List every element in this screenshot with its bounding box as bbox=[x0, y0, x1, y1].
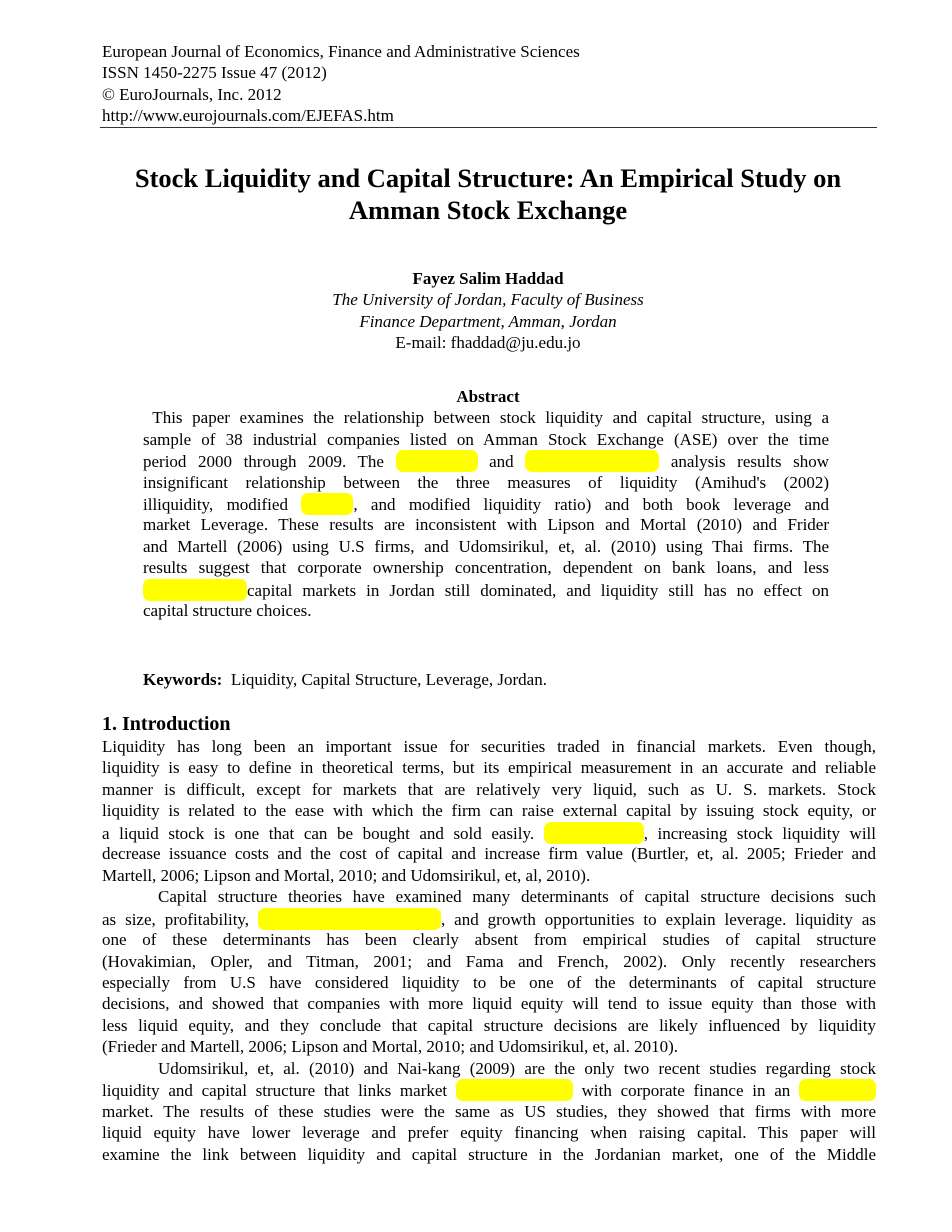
text-line bbox=[102, 822, 876, 845]
text-line bbox=[143, 579, 829, 602]
text-line bbox=[102, 800, 876, 822]
text-segment: liquidity is related to the ease with which the firm can raise external capital by issuing stock equity, or bbox=[102, 801, 876, 820]
text-segment: and bbox=[477, 452, 526, 471]
text-segment: period 2000 through 2009. The bbox=[143, 452, 396, 471]
text-segment: market Leverage. These results are inconsistent with Lipson and Mortal (2010) and Frider bbox=[143, 515, 829, 534]
text-segment: This paper examines the relationship between stock liquidity and capital structure, using a bbox=[143, 408, 829, 427]
journal-name: European Journal of Economics, Finance and Administrative Sciences bbox=[102, 42, 580, 61]
text-segment: capital structure choices. bbox=[143, 601, 312, 620]
text-line bbox=[102, 929, 876, 951]
text-line bbox=[102, 908, 876, 931]
keywords bbox=[143, 669, 547, 691]
text-segment: liquidity and capital structure that links market bbox=[102, 1081, 456, 1100]
text-segment: and Martell (2006) using U.S firms, and Udomsirikul, et, al. (2010) using Thai firms. The bbox=[143, 537, 829, 556]
highlight-redaction bbox=[456, 1079, 573, 1101]
copyright: © EuroJournals, Inc. 2012 bbox=[102, 85, 282, 104]
text-segment: insignificant relationship between the three measures of liquidity (Amihud's (2002) bbox=[143, 473, 829, 492]
text-segment: (Hovakimian, Opler, and Titman, 2001; and Fama and French, 2002). Only recently researchers bbox=[102, 952, 876, 971]
text-line bbox=[143, 472, 829, 494]
text-segment: examine the link between liquidity and capital structure in the Jordanian market, one of the Middle bbox=[102, 1145, 876, 1164]
affiliation-2: Finance Department, Amman, Jordan bbox=[359, 312, 617, 331]
text-line bbox=[143, 600, 829, 622]
text-segment: , and modified liquidity ratio) and both book leverage and bbox=[353, 495, 830, 514]
text-segment: Martell, 2006; Lipson and Mortal, 2010; and Udomsirikul, et, al, 2010). bbox=[102, 866, 591, 885]
text-segment: liquid equity have lower leverage and prefer equity financing when raising capital. This paper will bbox=[102, 1123, 876, 1142]
highlight-redaction bbox=[544, 822, 644, 844]
text-line bbox=[102, 779, 876, 801]
text-line bbox=[102, 972, 876, 994]
text-line bbox=[143, 557, 829, 579]
issn: ISSN 1450-2275 Issue 47 (2012) bbox=[102, 63, 327, 82]
text-segment: Udomsirikul, et, al. (2010) and Nai-kang (2009) are the only two recent studies regarding stock bbox=[158, 1059, 876, 1078]
text-segment: one of these determinants has been clearly absent from empirical studies of capital structure bbox=[102, 930, 876, 949]
author-name: Fayez Salim Haddad bbox=[412, 269, 564, 288]
text-line bbox=[102, 865, 876, 887]
text-segment: Liquidity has long been an important issue for securities traded in financial markets. Even though, bbox=[102, 737, 876, 756]
text-line bbox=[143, 514, 829, 536]
text-line bbox=[143, 450, 829, 473]
text-segment: results suggest that corporate ownership concentration, dependent on bank loans, and less bbox=[143, 558, 829, 577]
text-segment: a liquid stock is one that can be bought and sold easily. bbox=[102, 824, 544, 843]
text-segment: liquidity is easy to define in theoretical terms, but its empirical measurement in an accurate and reliable bbox=[102, 758, 876, 777]
text-line bbox=[102, 1079, 876, 1102]
author-email: E-mail: fhaddad@ju.edu.jo bbox=[395, 333, 581, 352]
text-line bbox=[102, 1144, 876, 1166]
header-rule bbox=[100, 127, 877, 128]
text-segment: analysis results show bbox=[659, 452, 830, 471]
text-segment: less liquid equity, and they conclude that capital structure decisions are likely influenced by liquidity bbox=[102, 1016, 876, 1035]
text-line bbox=[102, 951, 876, 973]
paper-title-line-1: Stock Liquidity and Capital Structure: An Empirical Study on bbox=[134, 163, 842, 193]
text-line bbox=[102, 843, 876, 865]
text-segment: decrease issuance costs and the cost of capital and increase firm value (Burtler, et, al. 2005; Frieder and bbox=[102, 844, 876, 863]
introduction-heading: 1. Introduction bbox=[102, 713, 231, 735]
text-line bbox=[102, 1058, 876, 1080]
text-segment: with corporate finance in an bbox=[572, 1081, 799, 1100]
text-segment: , and growth opportunities to explain leverage. liquidity as bbox=[441, 910, 876, 929]
text-segment: decisions, and showed that companies with more liquid equity will tend to issue equity than those with bbox=[102, 994, 876, 1013]
text-segment: capital markets in Jordan still dominated, and liquidity still has no effect on bbox=[247, 581, 829, 600]
text-segment: , increasing stock liquidity will bbox=[643, 824, 876, 843]
text-line bbox=[102, 1036, 876, 1058]
highlight-redaction bbox=[143, 579, 247, 601]
highlight-redaction bbox=[525, 450, 659, 472]
abstract-heading: Abstract bbox=[456, 387, 520, 406]
text-line bbox=[102, 886, 876, 908]
text-segment: Capital structure theories have examined many determinants of capital structure decisions such bbox=[158, 887, 876, 906]
text-segment: market. The results of these studies were the same as US studies, they showed that firms with more bbox=[102, 1102, 876, 1121]
text-line bbox=[143, 407, 829, 429]
text-segment: (Frieder and Martell, 2006; Lipson and Mortal, 2010; and Udomsirikul, et, al. 2010). bbox=[102, 1037, 679, 1056]
text-segment: sample of 38 industrial companies listed on Amman Stock Exchange (ASE) over the time bbox=[143, 430, 829, 449]
highlight-redaction bbox=[301, 493, 353, 515]
text-line bbox=[102, 1122, 876, 1144]
paper-title-line-2: Amman Stock Exchange bbox=[348, 195, 628, 225]
keywords-value: Liquidity, Capital Structure, Leverage, Jordan. bbox=[230, 670, 547, 689]
highlight-redaction bbox=[396, 450, 478, 472]
text-line bbox=[102, 1101, 876, 1123]
text-line bbox=[102, 993, 876, 1015]
text-line bbox=[143, 493, 829, 516]
journal-url[interactable]: http://www.eurojournals.com/EJEFAS.htm bbox=[102, 106, 394, 125]
text-segment: as size, profitability, bbox=[102, 910, 258, 929]
text-line bbox=[143, 536, 829, 558]
text-line bbox=[102, 757, 876, 779]
keywords-label: Keywords: bbox=[143, 670, 223, 689]
text-segment: manner is difficult, except for markets that are relatively very liquid, such as U. S. markets. Stock bbox=[102, 780, 876, 799]
text-segment: especially from U.S have considered liquidity to be one of the determinants of capital structure bbox=[102, 973, 876, 992]
text-segment: illiquidity, modified bbox=[143, 495, 302, 514]
highlight-redaction bbox=[799, 1079, 876, 1101]
highlight-redaction bbox=[258, 908, 441, 930]
text-line bbox=[102, 1015, 876, 1037]
affiliation-1: The University of Jordan, Faculty of Business bbox=[332, 290, 644, 309]
text-line bbox=[143, 429, 829, 451]
text-line bbox=[102, 736, 876, 758]
